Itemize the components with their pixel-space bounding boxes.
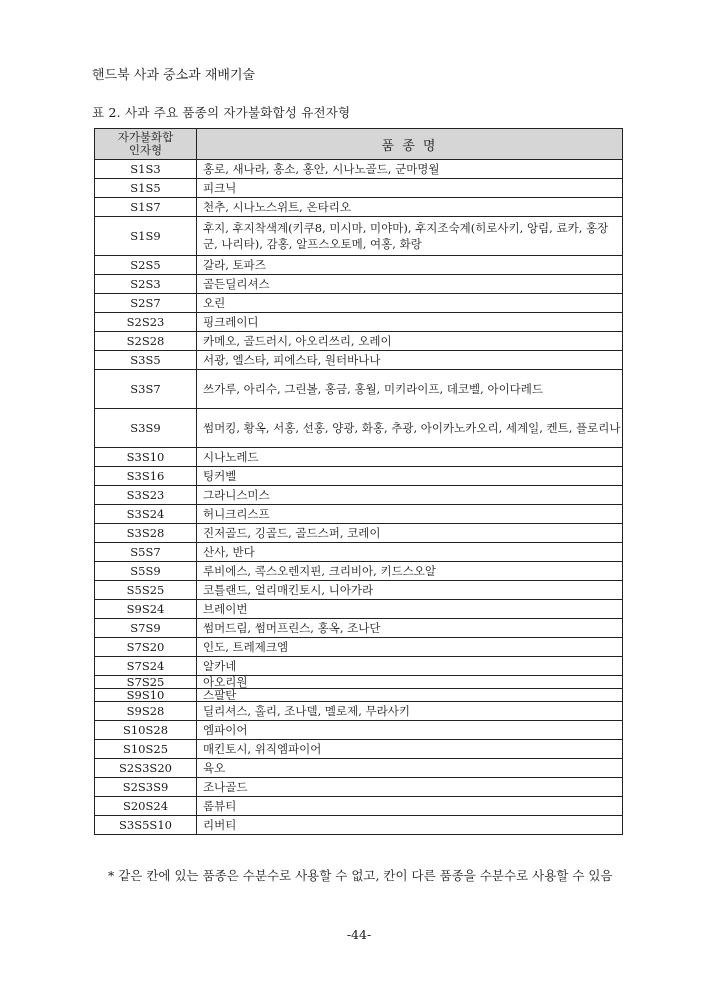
genotype-cell: S2S7 [95,294,197,313]
variety-cell: 팅커벨 [197,467,623,486]
genotype-cell: S2S5 [95,256,197,275]
genotype-cell: S9S28 [95,702,197,721]
variety-cell: 아오리원 [197,676,623,689]
page-number: -44- [346,927,372,942]
genotype-cell: S1S9 [95,217,197,256]
table-row [95,256,623,275]
variety-cell: 피크닉 [197,179,623,198]
variety-cell: 서광, 엘스타, 피에스타, 원터바나나 [197,351,623,370]
variety-cell: 엠파이어 [197,721,623,740]
variety-cell: 롬뷰티 [197,797,623,816]
header-variety: 품 종 명 [197,129,623,160]
variety-cell: 골든딜리셔스 [197,275,623,294]
genotype-cell: S7S24 [95,657,197,676]
variety-cell: 코틀랜드, 얼리매킨토시, 니아가라 [197,581,623,600]
table-row [95,657,623,676]
variety-cell: 그라니스미스 [197,486,623,505]
genotype-cell: S1S5 [95,179,197,198]
table-row [95,370,623,409]
variety-cell: 육오 [197,759,623,778]
variety-cell: 산사, 반다 [197,543,623,562]
genotype-cell: S2S28 [95,332,197,351]
table-row [95,638,623,657]
table-row [95,581,623,600]
table-row [95,619,623,638]
genotype-cell: S2S3S20 [95,759,197,778]
table-row [95,689,623,702]
footnote: * 같은 칸에 있는 품종은 수분수로 사용할 수 없고, 칸이 다른 품종을 수분수로 사용할 수 있음 [108,868,613,883]
table-row [95,275,623,294]
table-row [95,524,623,543]
genotype-cell: S3S23 [95,486,197,505]
genotype-cell: S10S28 [95,721,197,740]
genotype-cell: S2S3S9 [95,778,197,797]
table-row [95,351,623,370]
genotype-cell: S2S23 [95,313,197,332]
table-row [95,409,623,448]
variety-cell: 허니크리스프 [197,505,623,524]
variety-cell: 썸머드림, 썸머프린스, 홍옥, 조나단 [197,619,623,638]
table-row [95,217,623,256]
variety-cell: 브레이번 [197,600,623,619]
table-row [95,179,623,198]
variety-cell: 진저골드, 깅골드, 골드스퍼, 코레이 [197,524,623,543]
table-header-row [95,129,623,160]
table-row [95,332,623,351]
running-header: 핸드북 사과 중소과 재배기술 [92,68,256,83]
variety-cell: 조나골드 [197,778,623,797]
table-row [95,467,623,486]
table-row [95,816,623,835]
genotype-cell: S1S7 [95,198,197,217]
table-row [95,562,623,581]
table-row [95,702,623,721]
table-body [95,160,623,835]
variety-cell: 인도, 트레제크엠 [197,638,623,657]
genotype-cell: S5S25 [95,581,197,600]
genotype-cell: S3S5S10 [95,816,197,835]
table-row [95,160,623,179]
variety-cell: 천추, 시나노스위트, 온타리오 [197,198,623,217]
genotype-cell: S10S25 [95,740,197,759]
table-row [95,543,623,562]
genotype-cell: S3S9 [95,409,197,448]
variety-cell: 시나노레드 [197,448,623,467]
table-row [95,740,623,759]
genotype-cell: S1S3 [95,160,197,179]
genotype-cell: S20S24 [95,797,197,816]
table-row [95,198,623,217]
variety-cell: 카메오, 골드러시, 아오리쓰리, 오레이 [197,332,623,351]
table-row [95,313,623,332]
genotype-cell: S3S7 [95,370,197,409]
variety-cell: 썸머킹, 황옥, 서홍, 선홍, 양광, 화홍, 추광, 아이카노카오리, 세계일, 켄트, 플로리나 [197,409,623,448]
table-row [95,797,623,816]
table-row [95,294,623,313]
genotype-cell: S7S20 [95,638,197,657]
table-caption: 표 2. 사과 주요 품종의 자가불화합성 유전자형 [92,105,351,120]
genotype-cell: S5S9 [95,562,197,581]
genotype-cell: S2S3 [95,275,197,294]
variety-cell: 갈라, 토파즈 [197,256,623,275]
variety-cell: 스팔탄 [197,689,623,702]
genotype-cell: S5S7 [95,543,197,562]
genotype-cell: S3S24 [95,505,197,524]
variety-cell: 오린 [197,294,623,313]
table-row [95,676,623,689]
variety-cell: 홍로, 새나라, 홍소, 홍안, 시나노골드, 군마명월 [197,160,623,179]
table-row [95,759,623,778]
genotype-cell: S3S16 [95,467,197,486]
variety-cell: 쓰가루, 아리수, 그린볼, 홍금, 홍월, 미키라이프, 데코벨, 아이다레드 [197,370,623,409]
table-row [95,505,623,524]
genotype-cell: S3S10 [95,448,197,467]
genotype-cell: S9S24 [95,600,197,619]
genotype-cell: S3S5 [95,351,197,370]
genotype-cell: S7S25 [95,676,197,689]
genotype-cell: S3S28 [95,524,197,543]
genotype-cell: S7S9 [95,619,197,638]
variety-cell: 매킨토시, 위직엠파이어 [197,740,623,759]
variety-cell: 후지, 후지착색계(키쿠8, 미시마, 미야마), 후지조숙계(히로사키, 앙림, 료카, 홍장군, 나리타), 감홍, 알프스오토메, 여홍, 화랑 [197,217,623,256]
table-row [95,486,623,505]
variety-cell: 알카네 [197,657,623,676]
header-genotype: 자가불화합 인자형 [95,129,197,160]
table-row [95,600,623,619]
table-row [95,448,623,467]
table-row [95,778,623,797]
variety-cell: 핑크레이디 [197,313,623,332]
table-row [95,721,623,740]
variety-cell: 루비에스, 콕스오렌지핀, 크리비아, 키드스오알 [197,562,623,581]
variety-cell: 딜리셔스, 홀리, 조나델, 멜로제, 무라사키 [197,702,623,721]
genotype-table [94,128,623,835]
variety-cell: 리버티 [197,816,623,835]
genotype-cell: S9S10 [95,689,197,702]
